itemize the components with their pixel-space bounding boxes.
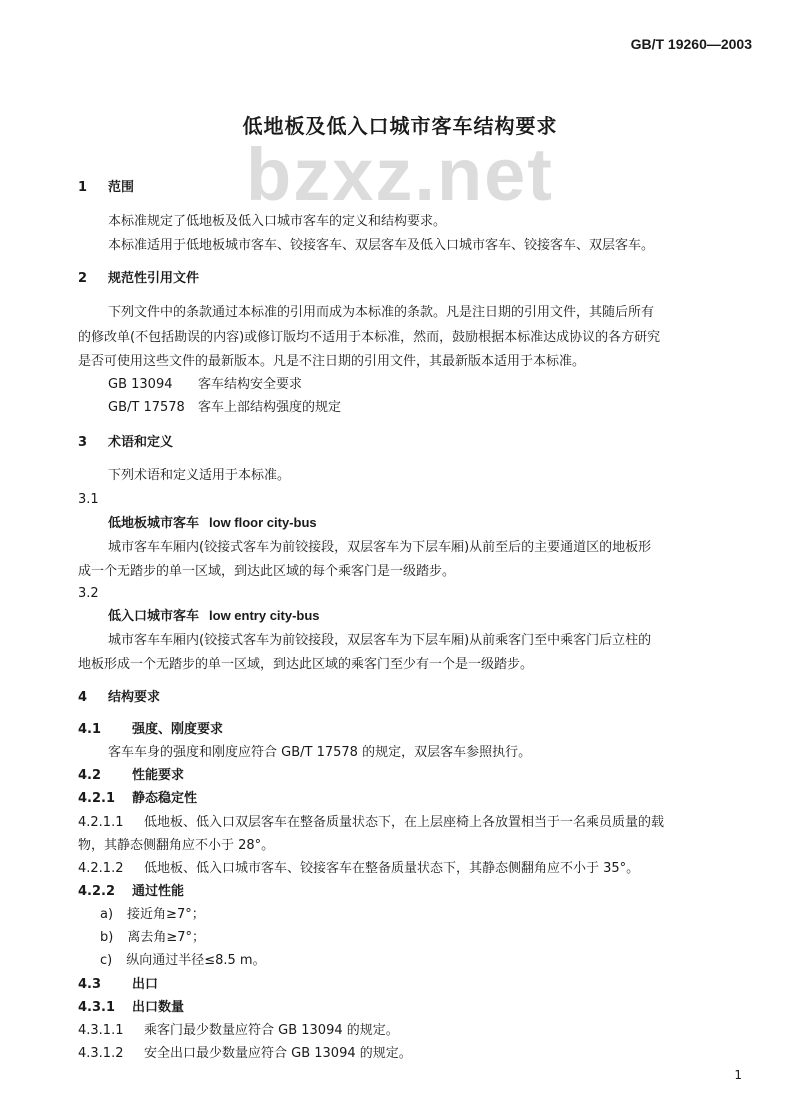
section-number: 4.2 — [78, 768, 102, 783]
reference-title: 客车上部结构强度的规定 — [198, 400, 342, 415]
section-number: 4 — [78, 690, 88, 705]
list-label: a) — [100, 907, 114, 922]
section-title: 性能要求 — [132, 768, 185, 783]
section-2-heading — [78, 269, 199, 289]
term-english: low entry city-bus — [209, 608, 320, 623]
term-number: 3.2 — [78, 586, 99, 601]
clause-continuation: 物，其静态侧翻角应不小于 28°。 — [78, 838, 275, 853]
term-definition: 成一个无踏步的单一区域，到达此区域的每个乘客门是一级踏步。 — [78, 564, 456, 579]
section-4-heading — [78, 688, 160, 708]
paragraph: 下列文件中的条款通过本标准的引用而成为本标准的条款。凡是注日期的引用文件，其随后所有 — [108, 305, 655, 320]
clause-number: 4.2.1.2 — [78, 861, 124, 876]
section-number: 4.1 — [78, 722, 102, 737]
section-title: 规范性引用文件 — [108, 271, 200, 286]
list-item — [100, 905, 205, 925]
section-title: 范围 — [108, 180, 135, 195]
standard-number: GB/T 19260—2003 — [630, 36, 752, 52]
section-title: 静态稳定性 — [132, 791, 198, 806]
section-title: 通过性能 — [132, 884, 185, 899]
section-number: 4.2.2 — [78, 884, 116, 899]
page-number: 1 — [734, 1068, 742, 1082]
section-number: 4.3 — [78, 977, 102, 992]
section-title: 结构要求 — [108, 690, 161, 705]
section-1-heading — [78, 178, 134, 198]
clause-4-2-1-2 — [78, 859, 639, 879]
subsection-4-2-2-heading — [78, 882, 184, 902]
term-chinese: 低入口城市客车 — [108, 609, 200, 624]
document-title: 低地板及低入口城市客车结构要求 — [242, 114, 558, 138]
term-english: low floor city-bus — [209, 515, 317, 530]
list-text: 纵向通过半径≤8.5 m。 — [126, 953, 266, 968]
term-heading — [108, 513, 317, 534]
clause-text: 低地板、低入口双层客车在整备质量状态下，在上层座椅上各放置相当于一名乘员质量的载 — [144, 815, 665, 830]
paragraph: 客车车身的强度和刚度应符合 GB/T 17578 的规定，双层客车参照执行。 — [108, 745, 532, 760]
term-definition: 城市客车车厢内(铰接式客车为前铰接段，双层客车为下层车厢)从前乘客门至中乘客门后立柱的 — [108, 633, 652, 648]
clause-text: 安全出口最少数量应符合 GB 13094 的规定。 — [144, 1046, 412, 1061]
subsection-4-3-1-heading — [78, 998, 184, 1018]
reference-item — [108, 375, 302, 395]
term-number: 3.1 — [78, 492, 99, 507]
paragraph: 下列术语和定义适用于本标准。 — [108, 468, 291, 483]
list-item — [100, 928, 205, 948]
section-number: 2 — [78, 271, 88, 286]
section-number: 4.2.1 — [78, 791, 116, 806]
clause-4-2-1-1 — [78, 813, 664, 833]
section-number: 4.3.1 — [78, 1000, 116, 1015]
section-title: 出口 — [132, 977, 159, 992]
term-definition: 地板形成一个无踏步的单一区域，到达此区域的乘客门至少有一个是一级踏步。 — [78, 657, 534, 672]
section-title: 出口数量 — [132, 1000, 185, 1015]
subsection-4-2-heading — [78, 766, 184, 786]
term-chinese: 低地板城市客车 — [108, 516, 200, 531]
subsection-4-2-1-heading — [78, 789, 197, 809]
clause-4-3-1-1 — [78, 1021, 399, 1041]
list-text: 接近角≥7°； — [127, 907, 205, 922]
clause-number: 4.2.1.1 — [78, 815, 124, 830]
section-number: 1 — [78, 180, 88, 195]
list-label: c) — [100, 953, 113, 968]
subsection-4-3-heading — [78, 975, 158, 995]
term-definition: 城市客车车厢内(铰接式客车为前铰接段，双层客车为下层车厢)从前至后的主要通道区的地板形 — [108, 540, 652, 555]
section-title: 术语和定义 — [108, 435, 174, 450]
list-label: b) — [100, 930, 114, 945]
reference-code: GB 13094 — [108, 377, 173, 392]
section-number: 3 — [78, 435, 88, 450]
paragraph: 本标准适用于低地板城市客车、铰接客车、双层客车及低入口城市客车、铰接客车、双层客车。 — [108, 238, 655, 253]
paragraph: 本标准规定了低地板及低入口城市客车的定义和结构要求。 — [108, 214, 447, 229]
reference-code: GB/T 17578 — [108, 400, 185, 415]
clause-number: 4.3.1.1 — [78, 1023, 124, 1038]
term-heading — [108, 606, 320, 627]
reference-item — [108, 398, 341, 418]
paragraph: 的修改单(不包括勘误的内容)或修订版均不适用于本标准，然而，鼓励根据本标准达成协议的各方研究 — [78, 330, 661, 345]
list-text: 离去角≥7°； — [127, 930, 205, 945]
section-3-heading — [78, 433, 173, 453]
paragraph: 是否可使用这些文件的最新版本。凡是不注日期的引用文件，其最新版本适用于本标准。 — [78, 354, 586, 369]
clause-4-3-1-2 — [78, 1044, 412, 1064]
watermark: bzxz.net — [246, 133, 554, 216]
section-title: 强度、刚度要求 — [132, 722, 224, 737]
list-item — [100, 951, 266, 971]
reference-title: 客车结构安全要求 — [198, 377, 303, 392]
subsection-4-1-heading — [78, 720, 223, 740]
clause-number: 4.3.1.2 — [78, 1046, 124, 1061]
clause-text: 低地板、低入口城市客车、铰接客车在整备质量状态下，其静态侧翻角应不小于 35°。 — [144, 861, 640, 876]
clause-text: 乘客门最少数量应符合 GB 13094 的规定。 — [144, 1023, 399, 1038]
